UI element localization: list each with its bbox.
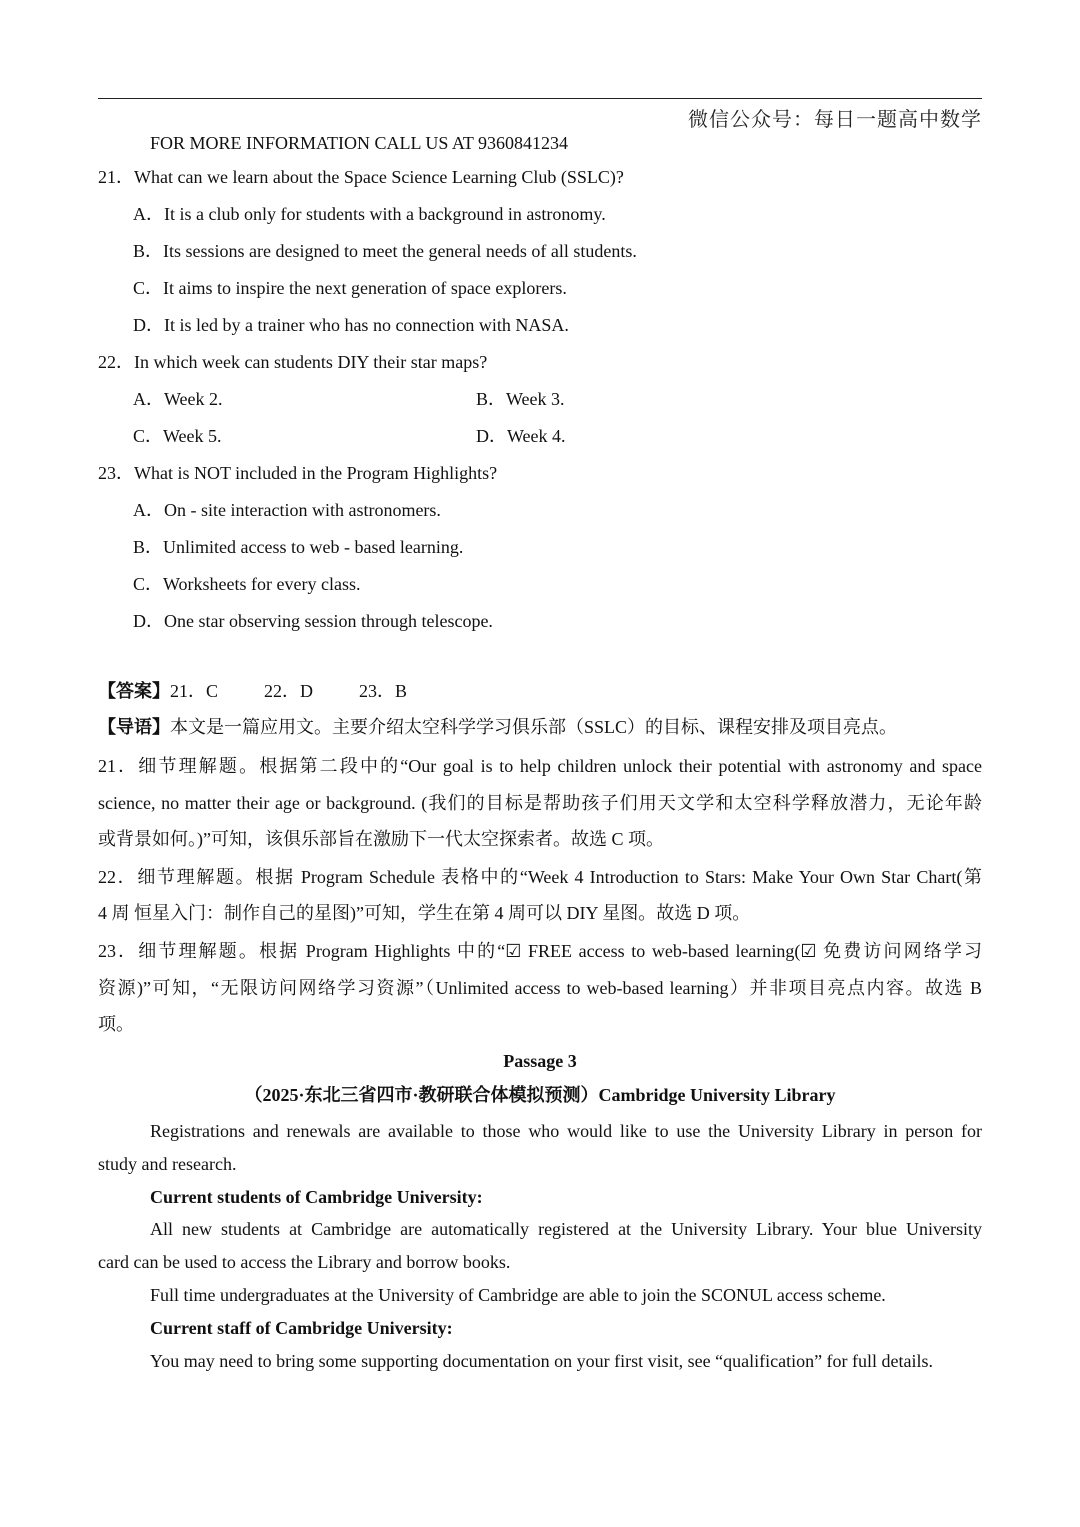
- answer-21: 21．C: [170, 681, 219, 701]
- explanation-21-line-3: 或背景如何。)”可知，该俱乐部旨在激励下一代太空探索者。故选 C 项。: [98, 829, 664, 849]
- question-21-option-c: C．It aims to inspire the next generation of space explorers.: [133, 278, 567, 298]
- question-22-option-d: D．Week 4.: [476, 426, 566, 446]
- explanation-23-line-3: 项。: [98, 1014, 134, 1034]
- passage-intro-line-1: Registrations and renewals are available to those who would like to use the University Library in person for: [150, 1121, 982, 1141]
- explanation-21-line-1: 21．细节理解题。根据第二段中的“Our goal is to help children unlock their potential with astronomy and space: [98, 756, 982, 776]
- explanation-23-line-1: 23．细节理解题。根据 Program Highlights 中的“☑ FREE access to web-based learning(☑ 免费访问网络学习: [98, 941, 982, 961]
- guide-label: 【导语】: [98, 717, 170, 737]
- guide-text: 本文是一篇应用文。主要介绍太空科学学习俱乐部（SSLC）的目标、课程安排及项目亮点。: [170, 717, 898, 737]
- passage-intro-line-2: study and research.: [98, 1154, 237, 1174]
- staff-para: You may need to bring some supporting documentation on your first visit, see “qualification” for full details.: [150, 1351, 934, 1371]
- students-heading: Current students of Cambridge University:: [150, 1187, 483, 1207]
- question-22-option-c: C．Week 5.: [133, 426, 222, 446]
- explanation-22-line-2: 4 周 恒星入门：制作自己的星图)”可知，学生在第 4 周可以 DIY 星图。故选 D 项。: [98, 903, 751, 923]
- passage-title: Passage 3: [503, 1051, 577, 1071]
- undergrad-para: Full time undergraduates at the University of Cambridge are able to join the SCONUL access scheme.: [150, 1285, 886, 1305]
- question-23-option-b: B．Unlimited access to web - based learning.: [133, 537, 464, 557]
- question-21-option-d: D．It is led by a trainer who has no connection with NASA.: [133, 315, 569, 335]
- question-23-stem: 23．What is NOT included in the Program Highlights?: [98, 463, 498, 483]
- answer-22: 22．D: [264, 681, 314, 701]
- question-23-option-a: A．On - site interaction with astronomers.: [133, 500, 441, 520]
- staff-heading: Current staff of Cambridge University:: [150, 1318, 453, 1338]
- question-22-stem: 22．In which week can students DIY their star maps?: [98, 352, 488, 372]
- question-23-option-d: D．One star observing session through telescope.: [133, 611, 493, 631]
- explanation-21-line-2: science, no matter their age or background. (我们的目标是帮助孩子们用天文学和太空科学释放潜力，无论年龄: [98, 793, 982, 813]
- explanation-22-line-1: 22．细节理解题。根据 Program Schedule 表格中的“Week 4 Introduction to Stars: Make Your Own Star Chart(第: [98, 867, 982, 887]
- answer-23: 23．B: [359, 681, 408, 701]
- answer-line: [98, 680, 407, 702]
- question-21-option-b: B．Its sessions are designed to meet the general needs of all students.: [133, 241, 637, 261]
- guide-line: [98, 716, 897, 738]
- question-23-option-c: C．Worksheets for every class.: [133, 574, 361, 594]
- explanation-23-line-2: 资源)”可知，“无限访问网络学习资源”（Unlimited access to web-based learning）并非项目亮点内容。故选 B: [98, 978, 982, 998]
- question-21-stem: 21．What can we learn about the Space Science Learning Club (SSLC)?: [98, 167, 624, 187]
- header-tag: 微信公众号：每日一题高中数学: [688, 107, 982, 131]
- question-21-option-a: A．It is a club only for students with a background in astronomy.: [133, 204, 606, 224]
- passage-subtitle: （2025·东北三省四市·教研联合体模拟预测）Cambridge University Library: [244, 1085, 836, 1105]
- info-line: FOR MORE INFORMATION CALL US AT 9360841234: [150, 133, 569, 153]
- question-22-option-b: B．Week 3.: [476, 389, 565, 409]
- students-para-line-1: All new students at Cambridge are automatically registered at the University Library. Your blue University: [150, 1219, 982, 1239]
- header-rule: [98, 98, 982, 99]
- question-22-option-a: A．Week 2.: [133, 389, 223, 409]
- students-para-line-2: card can be used to access the Library and borrow books.: [98, 1252, 511, 1272]
- answer-label: 【答案】: [98, 681, 170, 701]
